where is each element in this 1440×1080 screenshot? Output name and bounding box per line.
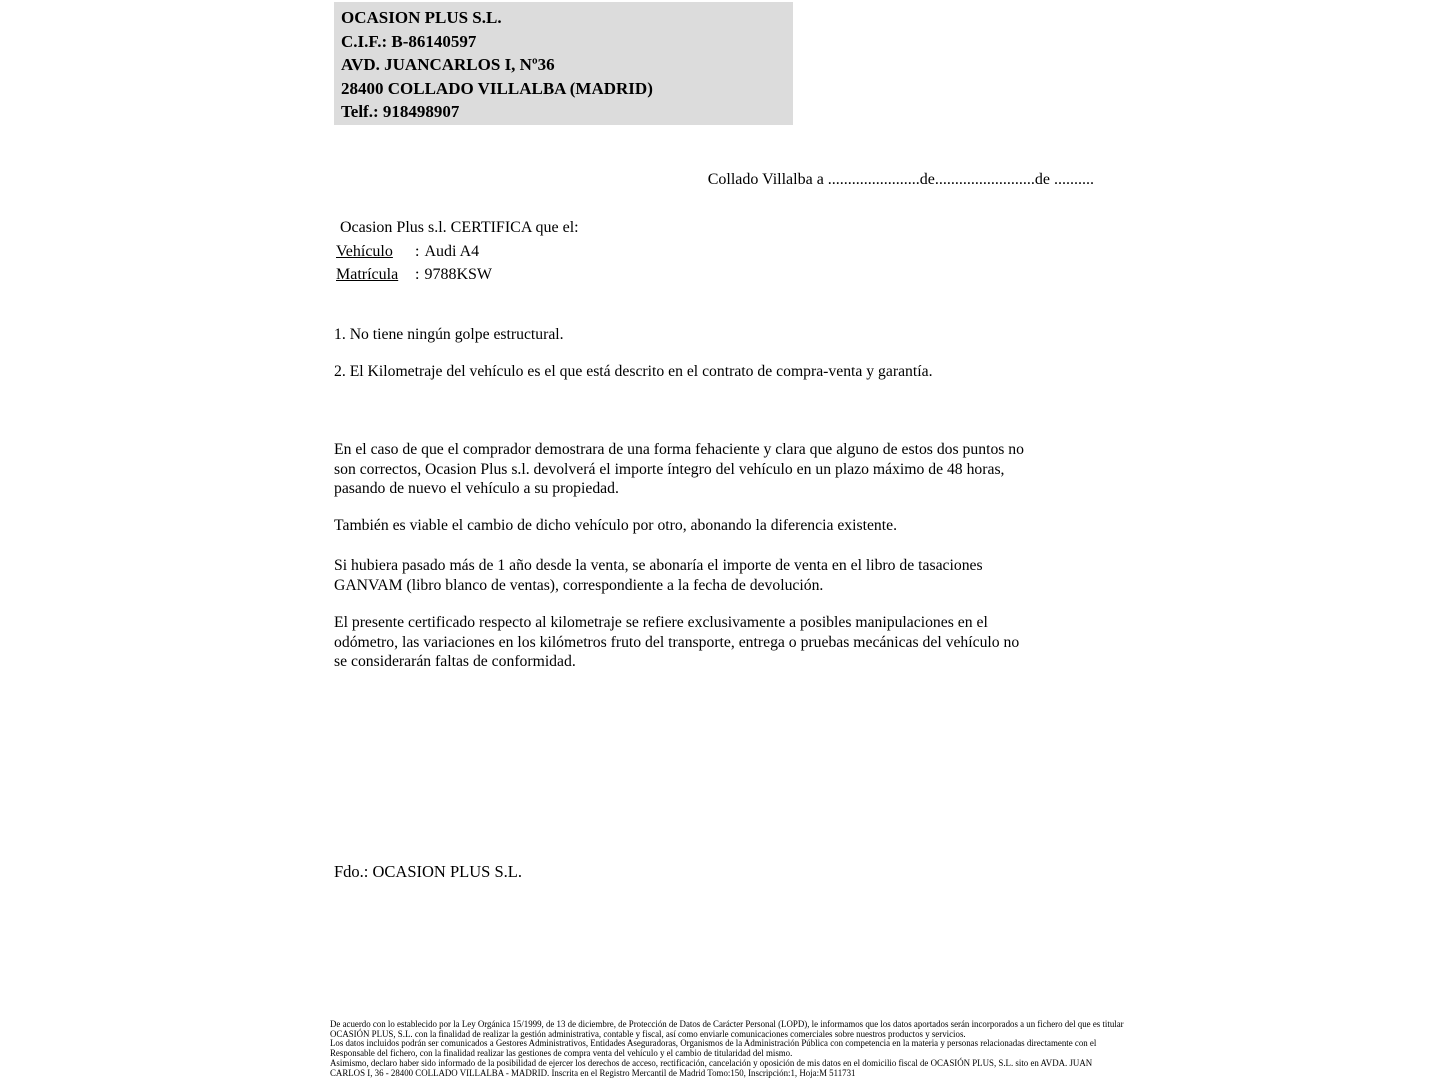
company-address: AVD. JUANCARLOS I, Nº36 [341, 55, 555, 74]
paragraph-line: odómetro, las variaciones en los kilómetros fruto del transporte, entrega o pruebas mecánicas del vehículo no [334, 633, 1020, 651]
legal-footer-line: Asimismo, declaro haber sido informado de la posibilidad de ejercer los derechos de acceso, rectificación, cancelación y oposición de mis datos en el domicilio fiscal de OCASIÓN PLUS, S.L. sito en AVDA. JUAN [330, 1057, 1093, 1068]
signature-line: Fdo.: OCASION PLUS S.L. [334, 862, 522, 881]
plate-field-value: 9788KSW [424, 266, 493, 283]
plate-field-separator: : [415, 266, 420, 283]
company-letterhead-box [334, 2, 793, 125]
company-city: 28400 COLLADO VILLALBA (MADRID) [341, 78, 653, 98]
legal-footer-line: Los datos incluidos podrán ser comunicados a Gestores Administrativos, Entidades Aseguradoras, Organismos de la Administración Pública con competencia en la materia y personas relacionadas directamente con el [330, 1038, 1097, 1049]
paragraph-line: Si hubiera pasado más de 1 año desde la venta, se abonaría el importe de venta en el libro de tasaciones [334, 557, 983, 574]
legal-footer-line: OCASIÓN PLUS, S.L. con la finalidad de realizar la gestión administrativa, contable y fiscal, así como enviarle comunicaciones comerciales sobre nuestros productos y servicios. [330, 1028, 966, 1039]
vehicle-field-label: Vehículo [336, 242, 393, 260]
vehicle-field-separator: : [415, 242, 420, 260]
company-name: OCASION PLUS S.L. [341, 8, 502, 27]
company-cif: C.I.F.: B-86140597 [341, 31, 477, 51]
paragraph-line: se considerarán faltas de conformidad. [334, 653, 576, 671]
paragraph-ganvam-valuation [334, 556, 983, 595]
legal-footer-line: De acuerdo con lo establecido por la Ley Orgánica 15/1999, de 13 de diciembre, de Protección de Datos de Carácter Personal (LOPD), le informamos que los datos aportados serán incorporados a un fichero del que es titular [330, 1019, 1124, 1029]
vehicle-field-row [336, 240, 579, 264]
paragraph-line: En el caso de que el comprador demostrara de una forma fehaciente y clara que alguno de estos dos puntos no [334, 441, 1024, 458]
legal-footer [330, 1019, 1124, 1078]
date-line: Collado Villalba a .......................de.........................de .......... [707, 171, 1094, 188]
legal-footer-line: Responsable del fichero, con la finalidad realizar las gestiones de compra venta del vehículo y el cambio de titularidad del mismo. [330, 1048, 793, 1059]
plate-field-label: Matrícula [336, 266, 399, 283]
certification-intro: Ocasion Plus s.l. CERTIFICA que el: [340, 219, 579, 236]
paragraph-line: son correctos, Ocasion Plus s.l. devolverá el importe íntegro del vehículo en un plazo máximo de 48 horas, [334, 460, 1005, 478]
plate-field-row [336, 263, 579, 287]
certification-block [336, 216, 579, 287]
legal-footer-line: CARLOS I, 36 - 28400 COLLADO VILLALBA - MADRID. Inscrita en el Registro Mercantil de Madrid Tomo:150, Inscripción:1, Hoja:M 511731 [330, 1067, 856, 1078]
paragraph-exchange-option [334, 516, 897, 536]
paragraph-odometer-disclaimer [334, 613, 1019, 672]
paragraph-line: GANVAM (libro blanco de ventas), correspondiente a la fecha de devolución. [334, 576, 824, 594]
paragraph-line: El presente certificado respecto al kilometraje se refiere exclusivamente a posibles manipulaciones en el [334, 614, 988, 631]
paragraph-refund-terms [334, 440, 1024, 499]
paragraph-line: pasando de nuevo el vehículo a su propiedad. [334, 480, 619, 498]
vehicle-field-value: Audi A4 [424, 242, 480, 260]
paragraph-line: También es viable el cambio de dicho vehículo por otro, abonando la diferencia existente. [334, 517, 898, 534]
company-phone: Telf.: 918498907 [341, 102, 460, 121]
certification-point-2: 2. El Kilometraje del vehículo es el que está descrito en el contrato de compra-venta y garantía. [334, 363, 933, 380]
certification-point-1: 1. No tiene ningún golpe estructural. [334, 326, 564, 343]
